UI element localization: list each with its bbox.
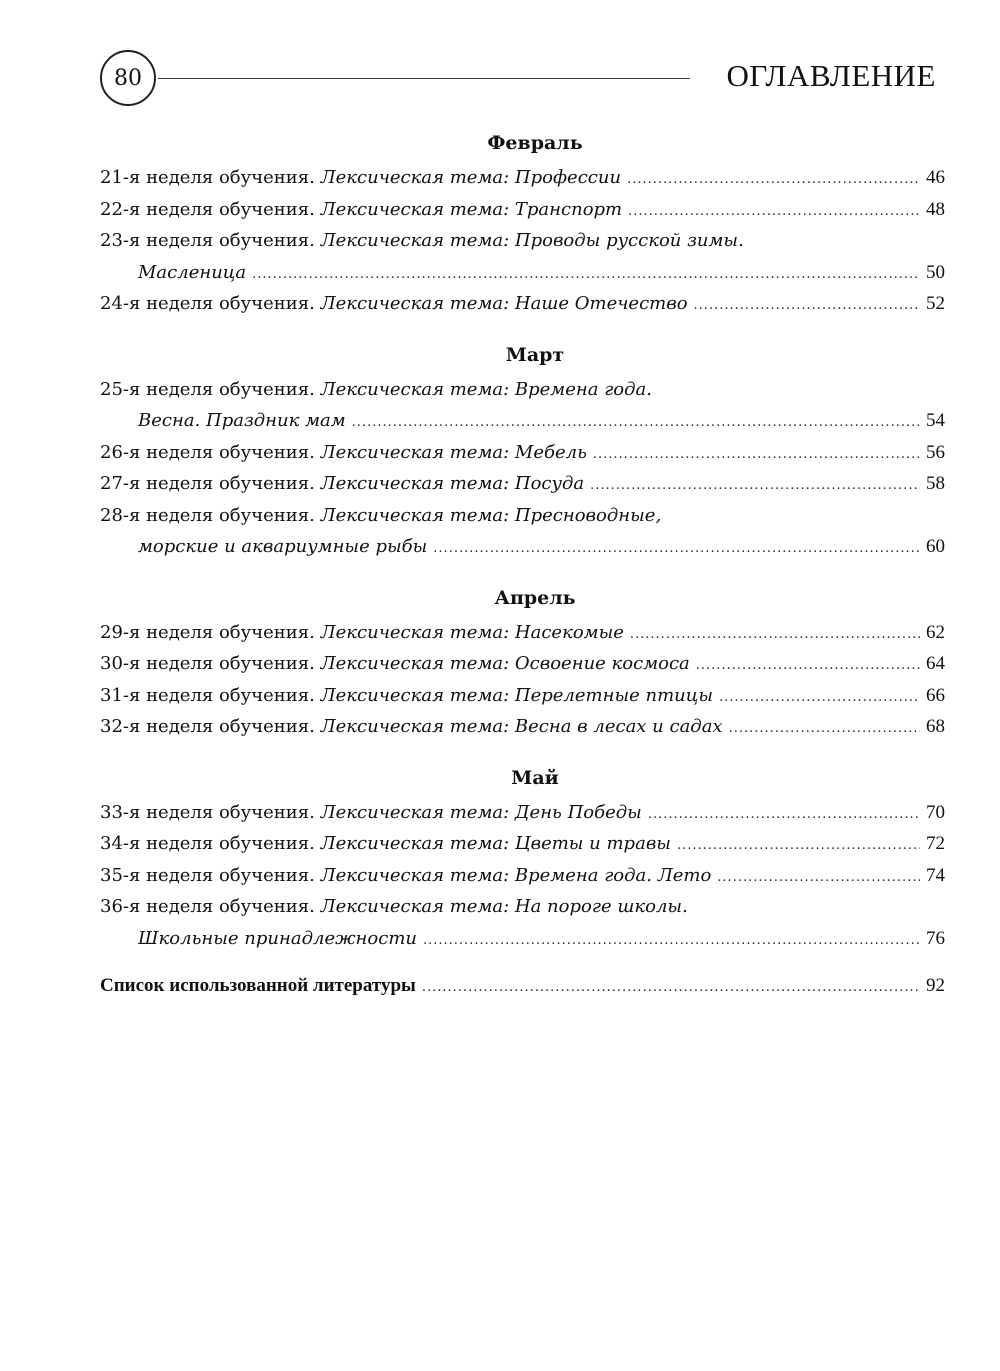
- topic-label: Лексическая тема: Посуда: [320, 473, 585, 494]
- page-ref: 76: [926, 927, 945, 949]
- dot-leader: [630, 619, 920, 651]
- topic-continuation: Школьные принадлежности: [138, 927, 417, 949]
- page-ref: 50: [926, 261, 945, 283]
- toc-entry[interactable]: [100, 225, 945, 257]
- topic-label: Лексическая тема: Наше Отечество: [320, 293, 688, 314]
- page-ref: 56: [926, 441, 945, 463]
- week-label: 32-я неделя обучения.: [100, 716, 315, 737]
- dot-leader: [422, 972, 920, 1004]
- topic-label: Лексическая тема: Насекомые: [320, 621, 624, 643]
- page-ref: 66: [926, 684, 945, 706]
- dot-leader: [593, 439, 920, 471]
- dot-leader: [677, 830, 920, 862]
- toc-entry[interactable]: [100, 617, 945, 649]
- topic-continuation: морские и аквариумные рыбы: [138, 536, 428, 557]
- bibliography-entry[interactable]: [100, 970, 945, 1002]
- page-ref: 70: [926, 801, 945, 823]
- toc-entry[interactable]: [100, 500, 945, 532]
- topic-label: Лексическая тема: Транспорт: [320, 198, 623, 220]
- topic-label: Лексическая тема: Времена года.: [320, 378, 652, 400]
- month-heading-february: Февраль: [487, 132, 583, 154]
- topic-label: Лексическая тема: Весна в лесах и садах: [320, 716, 723, 737]
- page-ref: 52: [926, 293, 945, 314]
- table-of-contents: [100, 128, 945, 1002]
- toc-entry[interactable]: [100, 374, 945, 406]
- dot-leader: [423, 925, 920, 957]
- page-ref: 62: [926, 621, 945, 643]
- topic-label: Лексическая тема: Мебель: [320, 441, 587, 463]
- week-label: 28-я неделя обучения.: [100, 504, 315, 526]
- toc-entry-continuation[interactable]: [100, 257, 945, 289]
- topic-label: Лексическая тема: Проводы русской зимы.: [320, 230, 744, 251]
- month-heading-april: Апрель: [494, 586, 576, 609]
- toc-entry[interactable]: [100, 468, 945, 500]
- month-heading-may: Май: [511, 766, 559, 789]
- week-label: 30-я неделя обучения.: [100, 653, 315, 674]
- toc-entry[interactable]: [100, 828, 945, 860]
- week-label: 22-я неделя обучения.: [100, 198, 315, 220]
- toc-entry[interactable]: [100, 194, 945, 226]
- toc-entry-continuation[interactable]: [100, 531, 945, 563]
- page-number: 80: [100, 50, 156, 106]
- page-ref: 64: [926, 653, 945, 674]
- page-ref: 72: [926, 833, 945, 854]
- topic-label: Лексическая тема: Освоение космоса: [320, 653, 690, 674]
- week-label: 23-я неделя обучения.: [100, 230, 315, 251]
- toc-entry[interactable]: [100, 288, 945, 320]
- dot-leader: [694, 290, 920, 322]
- dot-leader: [252, 259, 920, 291]
- page-header: [100, 48, 940, 112]
- page-ref: 58: [926, 473, 945, 494]
- topic-label: Лексическая тема: День Победы: [320, 801, 642, 823]
- topic-label: Лексическая тема: Пресноводные,: [320, 504, 662, 526]
- topic-label: Лексическая тема: Профессии: [320, 167, 622, 188]
- header-rule: [158, 78, 690, 79]
- week-label: 31-я неделя обучения.: [100, 684, 315, 706]
- week-label: 24-я неделя обучения.: [100, 293, 315, 314]
- dot-leader: [627, 164, 920, 196]
- page-ref: 74: [926, 864, 945, 886]
- dot-leader: [590, 470, 920, 502]
- week-label: 35-я неделя обучения.: [100, 864, 315, 886]
- week-label: 36-я неделя обучения.: [100, 896, 315, 917]
- dot-leader: [648, 799, 920, 831]
- toc-entry[interactable]: [100, 797, 945, 829]
- week-label: 27-я неделя обучения.: [100, 473, 315, 494]
- dot-leader: [433, 533, 920, 565]
- dot-leader: [719, 682, 920, 714]
- dot-leader: [628, 196, 920, 228]
- topic-label: Лексическая тема: Перелетные птицы: [320, 684, 713, 706]
- dot-leader: [696, 650, 920, 682]
- topic-continuation: Масленица: [138, 261, 247, 283]
- topic-label: Лексическая тема: На пороге школы.: [320, 896, 688, 917]
- toc-entry[interactable]: [100, 680, 945, 712]
- bibliography-label: Список использованной литературы: [100, 975, 416, 996]
- toc-entry[interactable]: [100, 711, 945, 743]
- dot-leader: [717, 862, 920, 894]
- topic-label: Лексическая тема: Времена года. Лето: [320, 864, 712, 886]
- topic-label: Лексическая тема: Цветы и травы: [320, 833, 671, 854]
- week-label: 21-я неделя обучения.: [100, 167, 315, 188]
- page-ref: 60: [926, 536, 945, 557]
- page-ref: 68: [926, 716, 945, 737]
- week-label: 34-я неделя обучения.: [100, 833, 315, 854]
- week-label: 26-я неделя обучения.: [100, 441, 315, 463]
- month-heading-march: Март: [505, 343, 565, 366]
- page-ref: 92: [926, 975, 945, 996]
- topic-continuation: Весна. Праздник мам: [138, 410, 346, 431]
- dot-leader: [729, 713, 920, 745]
- toc-entry[interactable]: [100, 437, 945, 469]
- week-label: 33-я неделя обучения.: [100, 801, 315, 823]
- toc-entry[interactable]: [100, 891, 945, 923]
- week-label: 25-я неделя обучения.: [100, 378, 315, 400]
- toc-entry[interactable]: [100, 648, 945, 680]
- toc-entry-continuation[interactable]: [100, 405, 945, 437]
- page-ref: 46: [926, 167, 945, 188]
- dot-leader: [352, 407, 920, 439]
- week-label: 29-я неделя обучения.: [100, 621, 315, 643]
- toc-entry[interactable]: [100, 162, 945, 194]
- page-ref: 54: [926, 410, 945, 431]
- page-title: ОГЛАВЛЕНИЕ: [726, 58, 936, 93]
- toc-entry-continuation[interactable]: [100, 923, 945, 955]
- toc-entry[interactable]: [100, 860, 945, 892]
- page-ref: 48: [926, 198, 945, 220]
